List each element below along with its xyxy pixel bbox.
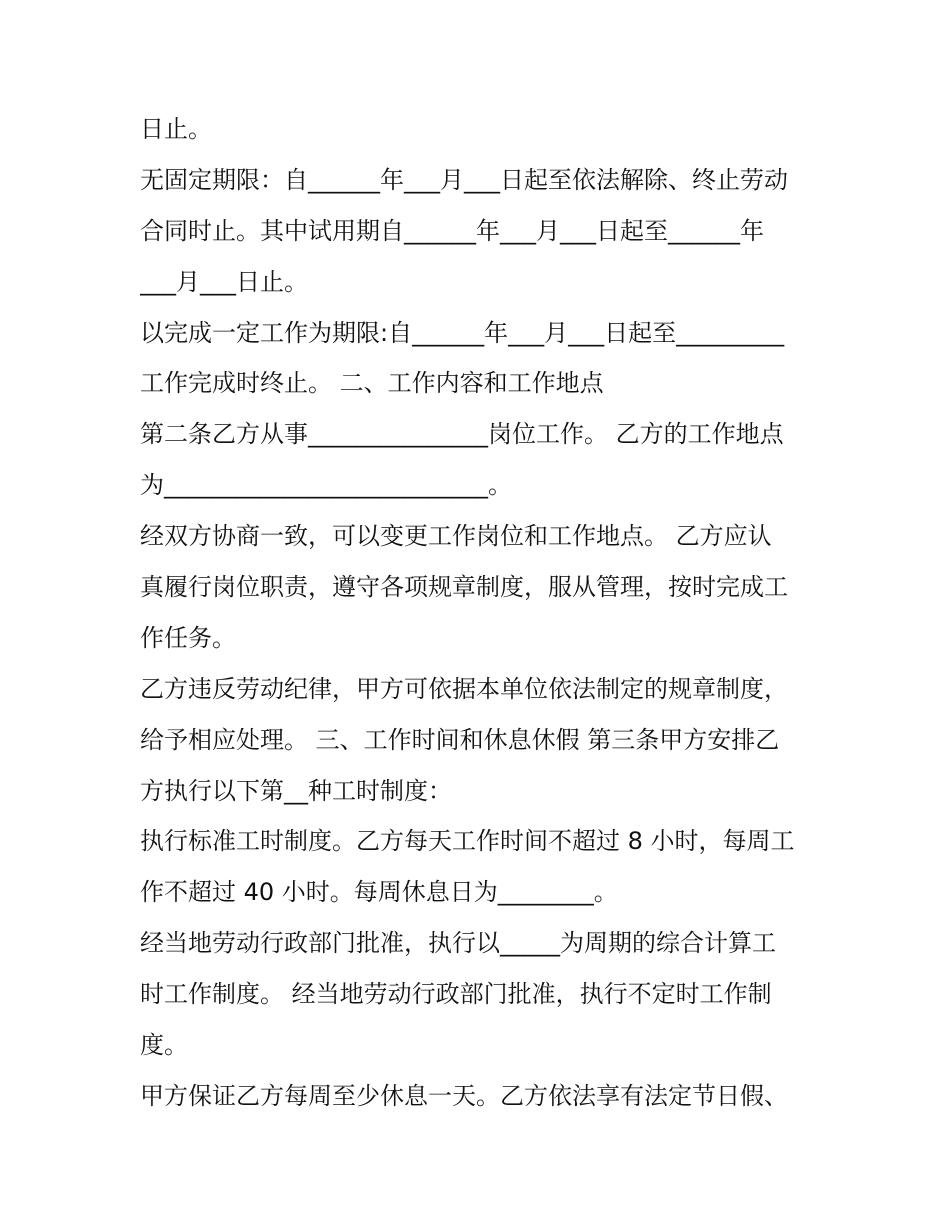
text-line: 作任务。 [140,623,236,652]
text-line: 执行标准工时制度。乙方每天工作时间不超过 8 小时，每周工 [140,827,795,856]
text-line: 方执行以下第__种工时制度： [140,776,452,805]
text-line: 作不超过 40 小时。每周休息日为________。 [140,878,618,907]
text-line: 给予相应处理。 三、工作时间和休息休假 第三条甲方安排乙 [140,725,780,754]
text-line: 甲方保证乙方每周至少休息一天。乙方依法享有法定节日假、 [140,1081,788,1110]
text-line: 经当地劳动行政部门批准，执行以_____为周期的综合计算工 [140,929,776,958]
text-line: 为___________________________。 [140,471,512,500]
text-line: 经双方协商一致，可以变更工作岗位和工作地点。 乙方应认 [140,522,772,551]
text-line: ___月___日止。 [140,267,308,296]
text-line: 度。 [140,1031,188,1060]
text-line: 合同时止。其中试用期自______年___月___日起至______年 [140,216,764,245]
text-line: 时工作制度。 经当地劳动行政部门批准，执行不定时工作制 [140,980,772,1009]
text-line: 工作完成时终止。 二、工作内容和工作地点 [140,369,604,398]
text-line: 真履行岗位职责，遵守各项规章制度，服从管理，按时完成工 [140,573,788,602]
text-line: 日止。 [140,115,212,143]
text-line: 乙方违反劳动纪律，甲方可依据本单位依法制定的规章制度， [140,674,788,703]
text-line: 第二条乙方从事_______________岗位工作。 乙方的工作地点 [140,420,784,449]
document-body [140,104,820,1122]
text-line: 以完成一定工作为期限:自______年___月___日起至_________ [140,318,785,347]
text-line: 无固定期限：自______年___月___日起至依法解除、终止劳动 [140,165,788,194]
